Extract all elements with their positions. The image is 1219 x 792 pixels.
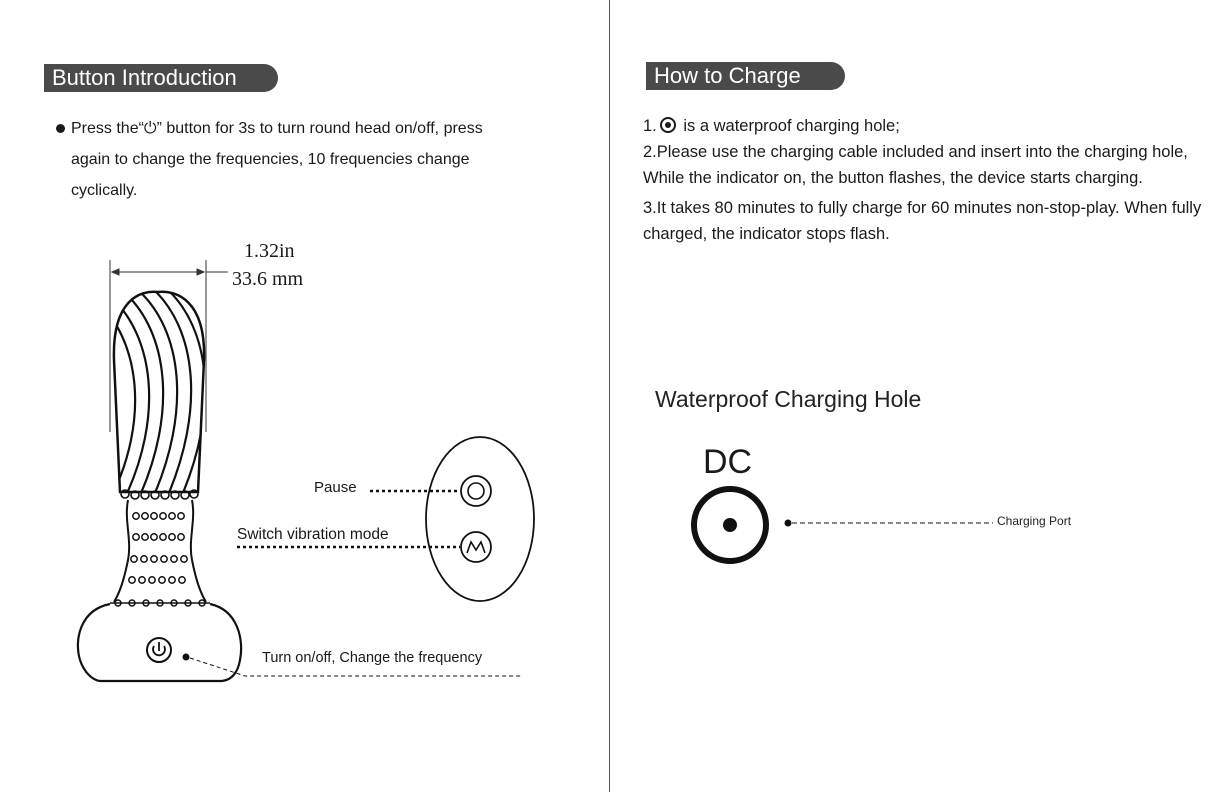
dimension-mm: 33.6 mm bbox=[232, 268, 304, 290]
button-introduction-heading: Button Introduction bbox=[44, 64, 278, 92]
step1-prefix: 1. bbox=[643, 117, 657, 135]
switch-mode-label: Switch vibration mode bbox=[237, 526, 389, 543]
charge-step-3: 3.It takes 80 minutes to fully charge for 60 minutes non-stop-play. When fully charged, the indicator stops flash. bbox=[643, 199, 1202, 243]
pause-label: Pause bbox=[314, 479, 357, 496]
remote-illustration bbox=[237, 437, 534, 601]
intro-line-2: again to change the frequencies, 10 frequencies change bbox=[71, 151, 470, 168]
charging-hole-icon bbox=[660, 117, 676, 133]
charge-instructions bbox=[643, 113, 1203, 247]
charge-step-2: 2.Please use the charging cable included and insert into the charging hole, While the indicator on, the button flashes, the device starts charging. bbox=[643, 143, 1188, 187]
turn-on-off-label: Turn on/off, Change the frequency bbox=[262, 650, 483, 666]
how-to-charge-heading: How to Charge bbox=[646, 62, 845, 90]
waterproof-charging-hole-title: Waterproof Charging Hole bbox=[655, 386, 922, 412]
device-illustration bbox=[78, 288, 247, 681]
charging-port-pointer bbox=[785, 520, 993, 526]
charging-port-label: Charging Port bbox=[997, 514, 1072, 528]
dimension-inches: 1.32in bbox=[244, 240, 295, 262]
intro-line-3: cyclically. bbox=[71, 182, 138, 199]
dc-label: DC bbox=[703, 443, 753, 481]
dc-charging-hole bbox=[694, 489, 766, 561]
power-pointer bbox=[183, 654, 523, 676]
intro-line-1: Press the“⏻” button for 3s to turn round head on/off, press bbox=[71, 120, 483, 137]
dimension-marker bbox=[110, 260, 228, 432]
charge-step-1 bbox=[643, 113, 1203, 139]
step1-text: is a waterproof charging hole; bbox=[678, 117, 900, 135]
